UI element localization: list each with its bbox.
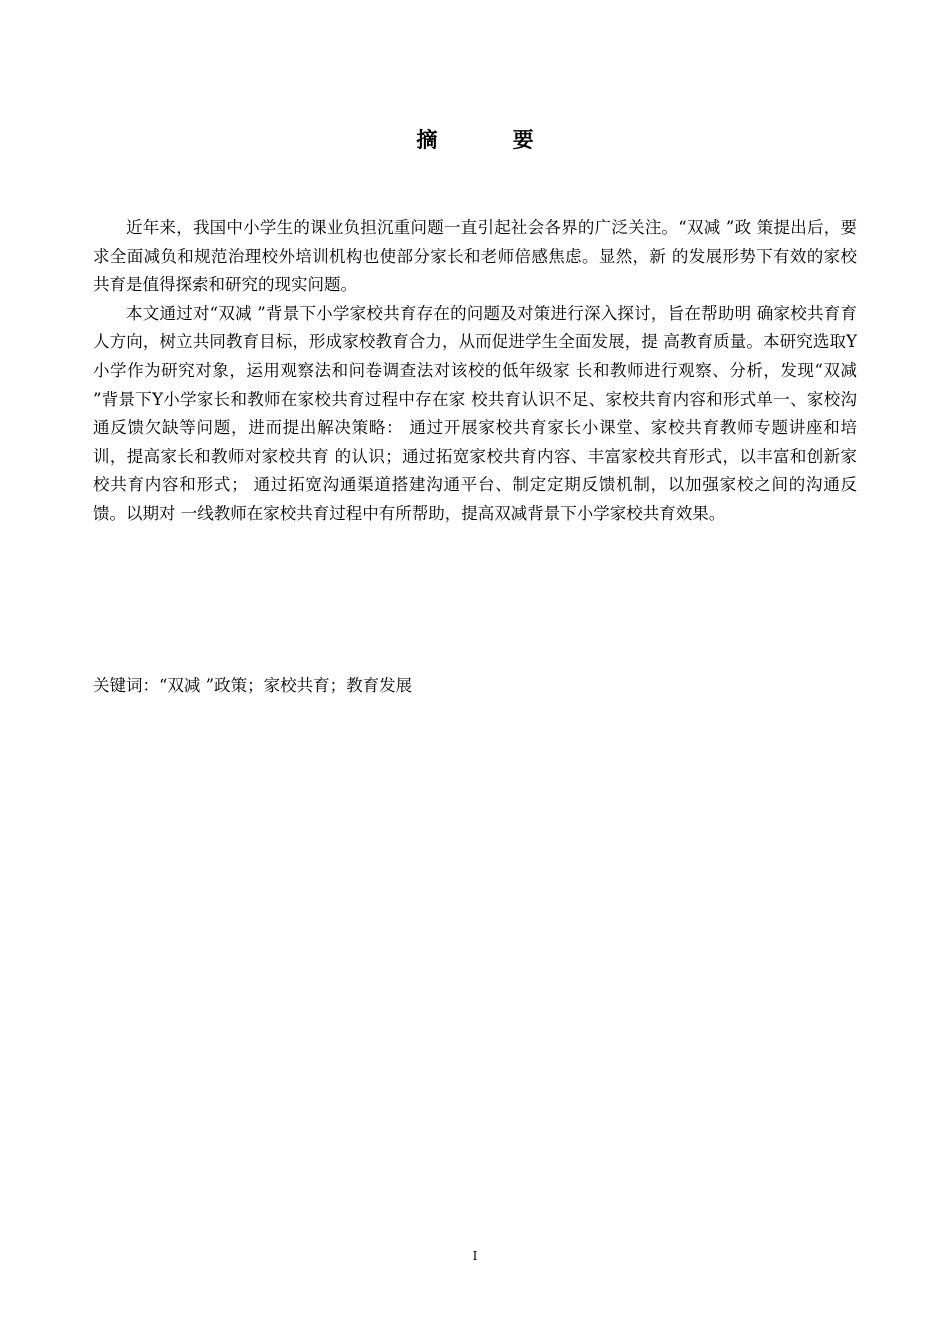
abstract-title: 摘 要 <box>416 128 568 152</box>
keywords-text: “双减 ”政策；家校共育；教育发展 <box>159 676 413 695</box>
abstract-paragraph-2: 本文通过对“双减 ”背景下小学家校共育存在的问题及对策进行深入探讨，旨在帮助明 确家校共育育人方向，树立共同教育目标，形成家校教育合力，从而促进学生全面发展，提 高教育质量。本研究选取Y小学作为研究对象，运用观察法和问卷调查法对该校的低年级家 长和教师进行观察、分析，发现“双减 ”背景下Y小学家长和教师在家校共育过程中存在家 校共育认识不足、家校共育内容和形式单一、家校沟通反馈欠缺等问题，进而提出解决策略： 通过开展家校共育家长小课堂、家校共育教师专题讲座和培训，提高家长和教师对家校共育 的认识；通过拓宽家校共育内容、丰富家校共育形式，以丰富和创新家校共育内容和形式； 通过拓宽沟通渠道搭建沟通平台、制定定期反馈机制，以加强家校之间的沟通反馈。以期对 一线教师在家校共育过程中有所帮助，提高双减背景下小学家校共育效果。 <box>93 303 857 523</box>
abstract-paragraph-1: 近年来，我国中小学生的课业负担沉重问题一直引起社会各界的广泛关注。“双减 ”政 策提出后，要求全面减负和规范治理校外培训机构也使部分家长和老师倍感焦虑。显然，新 的发展形势下有效的家校共育是值得探索和研究的现实问题。 <box>93 218 857 295</box>
abstract-body <box>93 214 857 529</box>
page-number: I <box>472 1249 478 1263</box>
keywords-line <box>93 674 412 698</box>
keywords-label: 关键词： <box>93 676 159 695</box>
